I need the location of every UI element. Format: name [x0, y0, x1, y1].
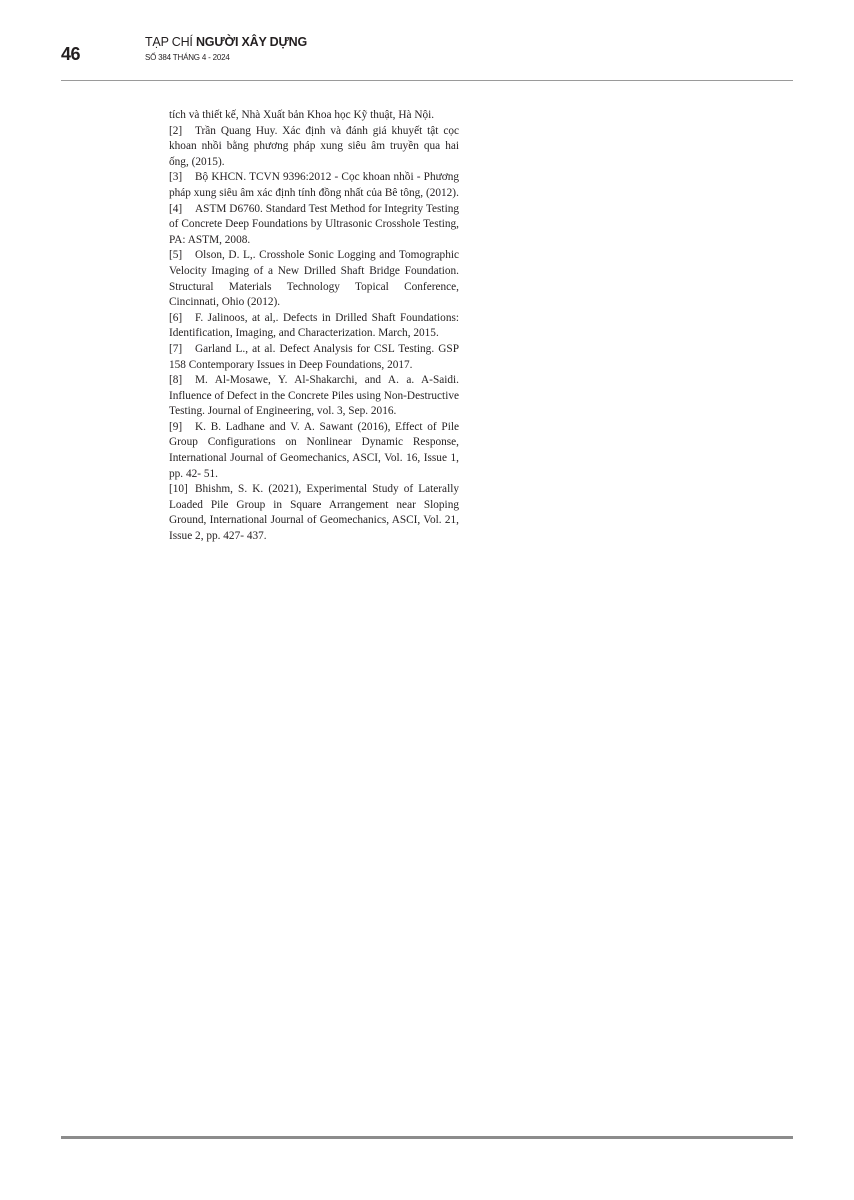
reference-item — [169, 248, 459, 310]
reference-text: ASTM D6760. Standard Test Method for Integrity Testing of Concrete Deep Foundations by Ultrasonic Crosshole Testing, PA: ASTM, 2008. — [169, 202, 459, 246]
reference-number: [8] — [169, 374, 183, 387]
reference-item — [169, 124, 459, 171]
journal-name: NGƯỜI XÂY DỰNG — [195, 35, 307, 49]
reference-item — [169, 170, 459, 201]
reference-item — [169, 482, 459, 544]
reference-item — [169, 342, 459, 373]
reference-item — [169, 311, 459, 342]
reference-text: Trần Quang Huy. Xác định và đánh giá khuyết tật cọc khoan nhồi bằng phương pháp xung siêu âm truyền qua hai ống, (2015). — [169, 124, 459, 168]
reference-text: M. Al-Mosawe, Y. Al-Shakarchi, and A. a. A-Saidi. Influence of Defect in the Concrete Piles using Non-Destructive Testing. Journal of Engineering, vol. 3, Sep. 2016. — [169, 374, 459, 418]
journal-title — [145, 35, 307, 50]
reference-text: K. B. Ladhane and V. A. Sawant (2016), Effect of Pile Group Configurations on Nonlinear Dynamic Response, International Journal of Geomechanics, ASCI, Vol. 16, Issue 1, pp. 42- 51. — [169, 420, 459, 480]
reference-number: [2] — [169, 124, 183, 137]
journal-prefix: TẠP CHÍ — [145, 35, 196, 49]
reference-item — [169, 108, 459, 124]
reference-list — [169, 108, 459, 545]
header-divider — [61, 80, 793, 81]
reference-text: Garland L., at al. Defect Analysis for CSL Testing. GSP 158 Contemporary Issues in Deep Foundations, 2017. — [169, 342, 459, 371]
reference-number: [10] — [169, 483, 188, 496]
reference-text: Bhishm, S. K. (2021), Experimental Study of Laterally Loaded Pile Group in Square Arrangement near Sloping Ground, International Journal of Geomechanics, ASCI, Vol. 21, Issue 2, pp. 427- 437. — [169, 483, 459, 543]
reference-number: [5] — [169, 249, 183, 262]
journal-header — [145, 35, 307, 63]
reference-text: Olson, D. L,. Crosshole Sonic Logging and Tomographic Velocity Imaging of a New Drilled Shaft Bridge Foundation. Structural Materials Technology Topical Conference, Cincinnati, Ohio (2012). — [169, 249, 459, 309]
journal-issue: SỐ 384 THÁNG 4 - 2024 — [145, 53, 230, 62]
footer-divider — [61, 1136, 793, 1139]
reference-text: tích và thiết kế, Nhà Xuất bản Khoa học Kỹ thuật, Hà Nội. — [169, 109, 435, 121]
reference-text: Bộ KHCN. TCVN 9396:2012 - Cọc khoan nhồi - Phương pháp xung siêu âm xác định tính đồng nhất của Bê tông, (2012). — [169, 171, 459, 199]
reference-number: [6] — [169, 311, 183, 324]
reference-number: [7] — [169, 342, 183, 355]
page-number: 46 — [61, 44, 81, 64]
reference-item — [169, 202, 459, 249]
reference-number: [3] — [169, 171, 183, 184]
reference-item — [169, 373, 459, 420]
reference-number: [9] — [169, 420, 183, 433]
reference-item — [169, 420, 459, 482]
reference-number: [4] — [169, 202, 183, 215]
reference-text: F. Jalinoos, at al,. Defects in Drilled Shaft Foundations: Identification, Imaging, and Characterization. March, 2015. — [169, 311, 459, 340]
